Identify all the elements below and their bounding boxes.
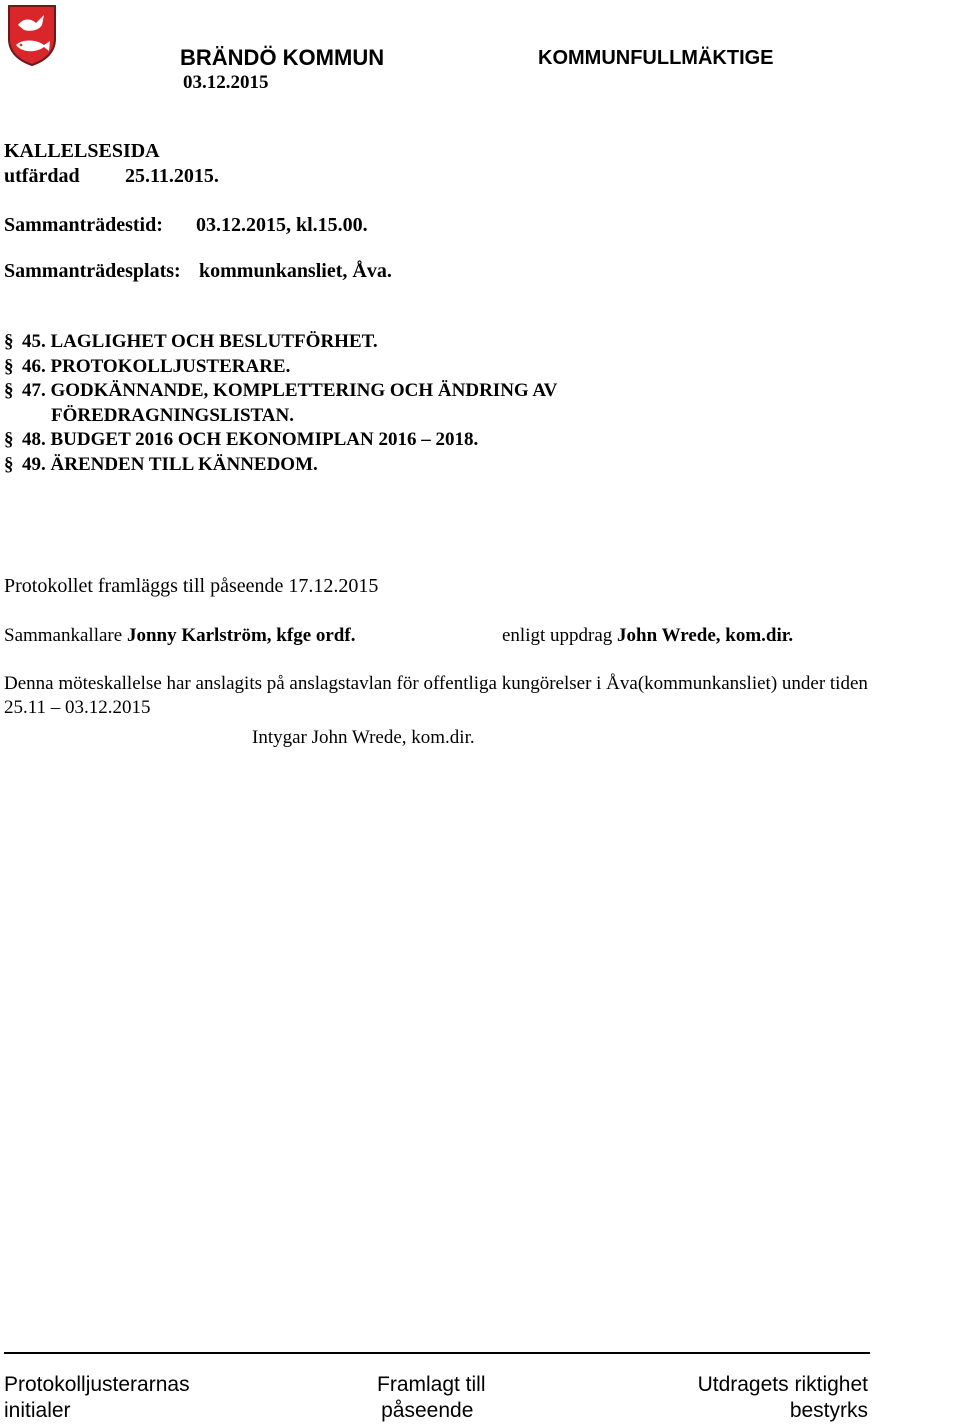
agenda-item [4, 453, 557, 478]
convener-line [4, 625, 355, 647]
posting-text: Denna möteskallelse har anslagits på anslagstavlan för offentliga kungörelser i Åva(kommunkansliet) under tiden [4, 673, 868, 694]
agenda-item-continuation: FÖREDRAGNINGSLISTAN. [51, 404, 294, 426]
municipality-name: BRÄNDÖ KOMMUN [180, 45, 385, 70]
footer-initials-line1: Protokolljusterarnas [4, 1373, 190, 1396]
agenda-item-text: 49. ÄRENDEN TILL KÄNNEDOM. [22, 453, 318, 475]
agenda-item-text: 47. GODKÄNNANDE, KOMPLETTERING OCH ÄNDRING AV [22, 380, 558, 401]
commission-line [502, 625, 793, 647]
footer-review-line1: Framlagt till [377, 1373, 486, 1396]
council-name: KOMMUNFULLMÄKTIGE [538, 47, 774, 69]
agenda-item [4, 428, 557, 453]
agenda-item [4, 379, 557, 404]
section-sign: § [4, 429, 14, 450]
section-sign: § [4, 380, 14, 401]
protocol-review-text: Protokollet framläggs till påseende 17.12.2015 [4, 575, 379, 597]
section-sign: § [4, 453, 14, 475]
footer-review [377, 1372, 486, 1424]
footer-divider [4, 1352, 870, 1354]
coat-of-arms-icon [6, 3, 58, 67]
meeting-date: 03.12.2015 [183, 72, 269, 93]
footer-initials [4, 1372, 190, 1424]
issued-date: 25.11.2015. [125, 165, 219, 187]
meeting-place-label: Sammanträdesplats: [4, 260, 181, 282]
commission-name: John Wrede, kom.dir. [617, 625, 794, 646]
section-sign: § [4, 355, 14, 377]
meeting-time-value: 03.12.2015, kl.15.00. [196, 214, 368, 236]
meeting-place-value: kommunkansliet, Åva. [199, 260, 392, 282]
posting-period: 25.11 – 03.12.2015 [4, 697, 151, 718]
convener-label: Sammankallare [4, 625, 123, 646]
certification-text: Intygar John Wrede, kom.dir. [252, 727, 475, 748]
agenda-item-text: 48. BUDGET 2016 OCH EKONOMIPLAN 2016 – 2018. [22, 429, 479, 450]
agenda-item [4, 355, 557, 380]
convener-name: Jonny Karlström, kfge ordf. [126, 625, 356, 646]
footer-certified-line2: bestyrks [789, 1399, 868, 1422]
issued-label: utfärdad [4, 165, 80, 187]
agenda-list [4, 330, 557, 477]
notice-title: KALLELSESIDA [4, 140, 160, 162]
meeting-time-label: Sammanträdestid: [4, 214, 163, 236]
footer-certified [682, 1372, 868, 1424]
agenda-item-text: 45. LAGLIGHET OCH BESLUTFÖRHET. [22, 331, 378, 352]
agenda-item [4, 330, 557, 355]
footer-review-line2: påseende [381, 1399, 474, 1422]
footer-initials-line2: initialer [4, 1399, 71, 1422]
commission-label: enligt uppdrag [502, 625, 613, 646]
footer-certified-line1: Utdragets riktighet [697, 1373, 868, 1396]
section-sign: § [4, 331, 14, 352]
agenda-item-text: 46. PROTOKOLLJUSTERARE. [22, 355, 291, 377]
